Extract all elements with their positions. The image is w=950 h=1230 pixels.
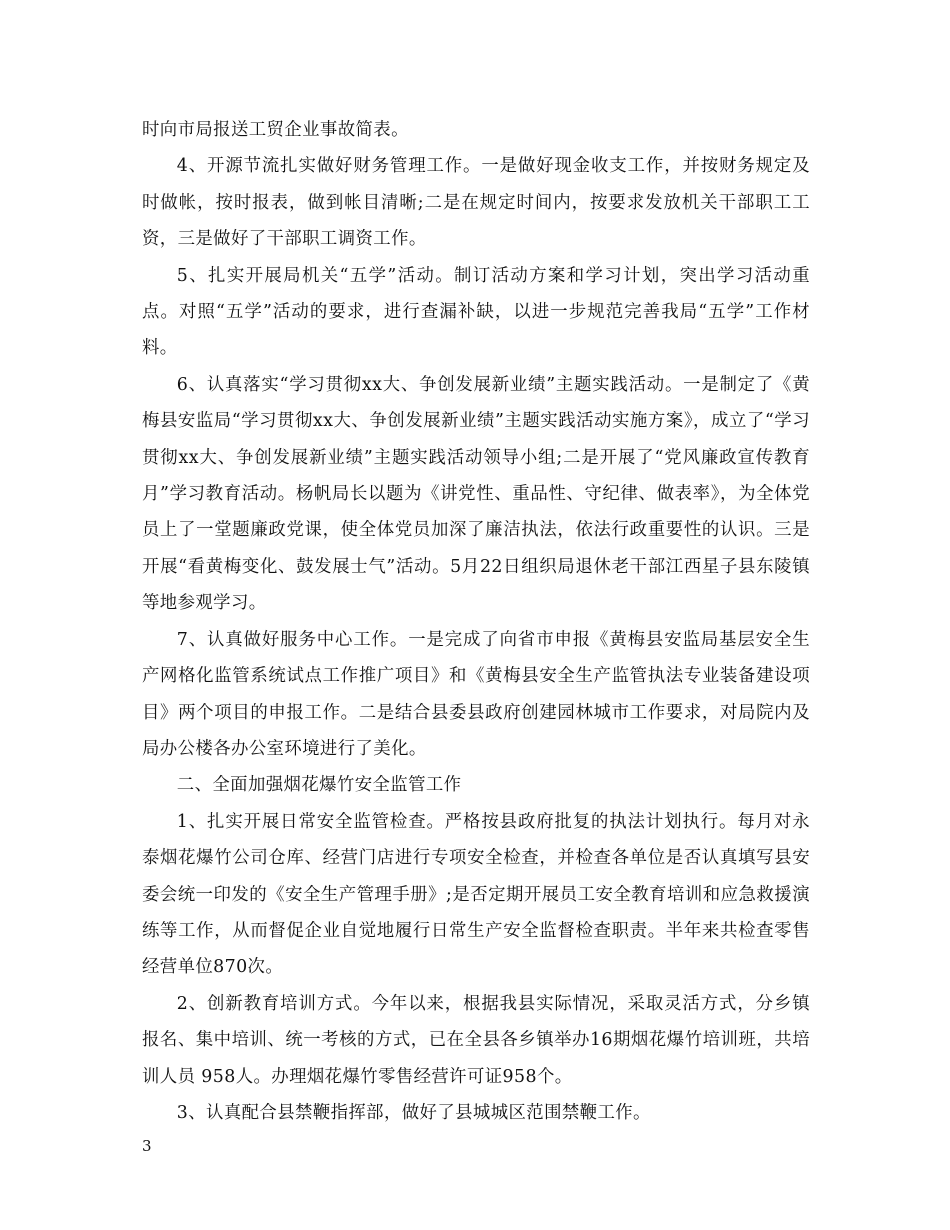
paragraph: 3、认真配合县禁鞭指挥部，做好了县城城区范围禁鞭工作。: [176, 1102, 651, 1123]
paragraph: 1、扎实开展日常安全监管检查。严格按县政府批复的执法计划执行。每月对永泰烟花爆竹公司仓库、经营门店进行专项安全检查，并检查各单位是否认真填写县安委会统一印发的《安全生产管理手册》;是否定期开展员工安全教育培训和应急救援演练等工作，从而督促企业自觉地履行日常生产安全监督检查职责。半年来共检查零售经营单位870次。: [142, 811, 810, 978]
paragraph: 5、扎实开展局机关“五学”活动。制订活动方案和学习计划，突出学习活动重点。对照“五学”活动的要求，进行查漏补缺，以进一步规范完善我局“五学”工作材料。: [142, 265, 810, 359]
document-body: [142, 112, 810, 1131]
paragraph: 时向市局报送工贸企业事故简表。: [142, 120, 409, 140]
paragraph: 7、认真做好服务中心工作。一是完成了向省市申报《黄梅县安监局基层安全生产网格化监管系统试点工作推广项目》和《黄梅县安全生产监管执法专业装备建设项目》两个项目的申报工作。二是结合县委县政府创建园林城市工作要求，对局院内及局办公楼各办公室环境进行了美化。: [142, 629, 810, 759]
paragraph: 4、开源节流扎实做好财务管理工作。一是做好现金收支工作，并按财务规定及时做帐，按时报表，做到帐目清晰;二是在规定时间内，按要求发放机关干部职工工资，三是做好了干部职工调资工作。: [142, 156, 810, 250]
page-number: 3: [142, 1137, 152, 1155]
paragraph: 6、认真落实“学习贯彻xx大、争创发展新业绩”主题实践活动。一是制定了《黄梅县安监局“学习贯彻xx大、争创发展新业绩”主题实践活动实施方案》，成立了“学习贯彻xx大、争创发展新业绩”主题实践活动领导小组;二是开展了“党风廉政宣传教育月”学习教育活动。杨帆局长以题为《讲党性、重品性、守纪律、做表率》，为全体党员上了一堂题廉政党课，使全体党员加深了廉洁执法，依法行政重要性的认识。三是开展“看黄梅变化、鼓发展士气”活动。5月22日组织局退休老干部江西星子县东陵镇等地参观学习。: [142, 374, 810, 614]
paragraph: 2、创新教育培训方式。今年以来，根据我县实际情况，采取灵活方式，分乡镇报名、集中培训、统一考核的方式，已在全县各乡镇举办16期烟花爆竹培训班，共培训人员 958人。办理烟花爆竹零售经营许可证958个。: [142, 993, 810, 1087]
section-heading: 二、全面加强烟花爆竹安全监管工作: [176, 775, 462, 796]
